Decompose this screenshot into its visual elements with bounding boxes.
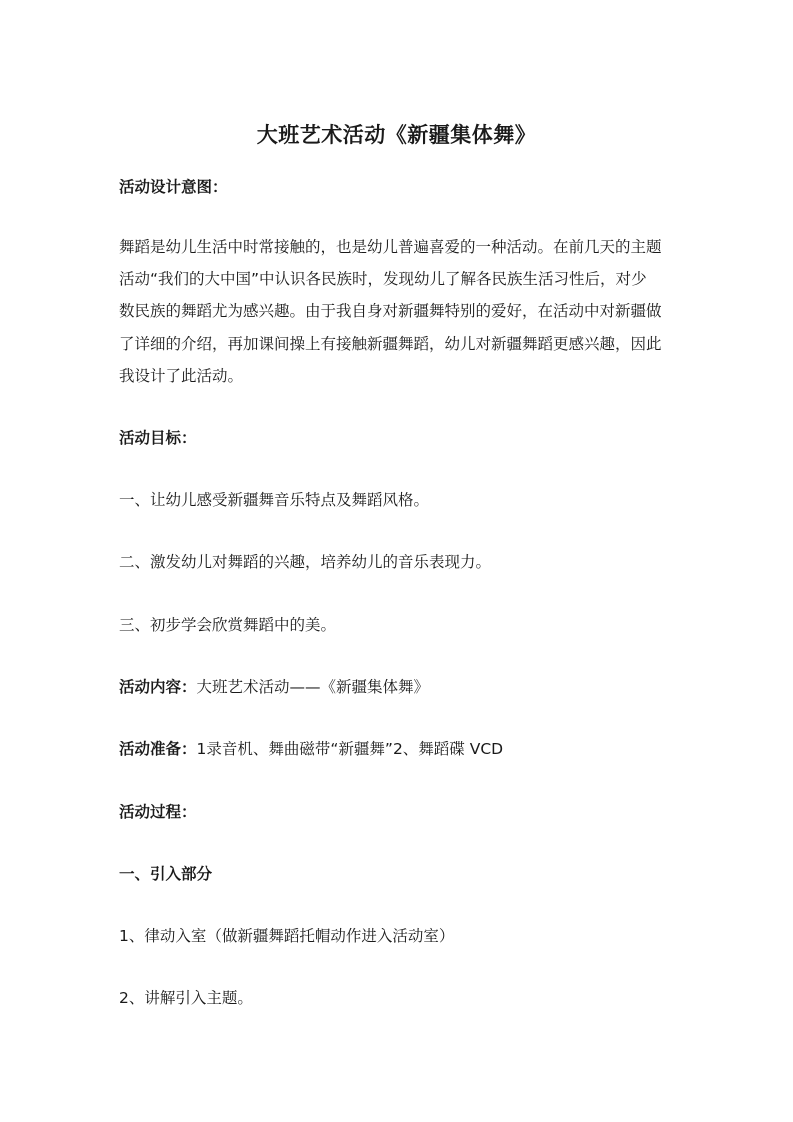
- paragraph-line: 数民族的舞蹈尤为感兴趣。由于我自身对新疆舞特别的爱好，在活动中对新疆做: [119, 302, 662, 321]
- section-one-heading: 一、引入部分: [119, 865, 213, 883]
- goal-item: 一、让幼儿感受新疆舞音乐特点及舞蹈风格。: [119, 491, 430, 509]
- activity-content-row: [119, 671, 679, 703]
- process-heading: 活动过程：: [119, 803, 197, 821]
- goal-item: 三、初步学会欣赏舞蹈中的美。: [119, 616, 337, 634]
- paragraph-line: 活动“我们的大中国”中认识各民族时，发现幼儿了解各民族生活习性后，对少: [119, 270, 647, 289]
- design-intent-heading: 活动设计意图：: [119, 178, 228, 196]
- activity-content-value: 大班艺术活动——《新疆集体舞》: [196, 678, 430, 696]
- document-title: 大班艺术活动《新疆集体舞》: [256, 122, 537, 147]
- design-intent-paragraph: [119, 231, 679, 392]
- process-step: 1、律动入室（做新疆舞蹈托帽动作进入活动室）: [119, 927, 455, 945]
- activity-prep-label: 活动准备：: [119, 740, 197, 758]
- paragraph-line: 我设计了此活动。: [119, 366, 244, 385]
- activity-content-label: 活动内容：: [119, 678, 197, 696]
- activity-prep-row: [119, 733, 679, 765]
- paragraph-line: 舞蹈是幼儿生活中时常接触的，也是幼儿普遍喜爱的一种活动。在前几天的主题: [119, 238, 662, 256]
- paragraph-line: 了详细的介绍，再加课间操上有接触新疆舞蹈，幼儿对新疆舞蹈更感兴趣，因此: [119, 334, 662, 353]
- goals-heading: 活动目标：: [119, 429, 197, 447]
- process-step: 2、讲解引入主题。: [119, 989, 253, 1007]
- activity-prep-value: 1录音机、舞曲磁带“新疆舞”2、舞蹈碟 VCD: [196, 740, 504, 758]
- goal-item: 二、激发幼儿对舞蹈的兴趣，培养幼儿的音乐表现力。: [119, 553, 492, 571]
